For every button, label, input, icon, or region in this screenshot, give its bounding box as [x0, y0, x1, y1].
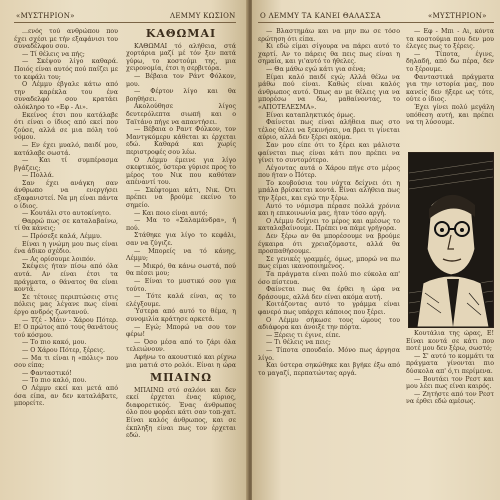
section-heading: ΜΠΑΙΝΩ [149, 372, 213, 384]
paragraph: — Φέρτον λίγο και θα βοηθήσει. [126, 88, 236, 103]
right-column-2-bottom [406, 330, 494, 490]
paragraph: — Τίποτα σπουδαίο. Μόνο πως άργησα λίγο. [258, 346, 400, 362]
paragraph: — Ας ορίσουμε λοιπόν. [22, 255, 96, 263]
right-header-rule [258, 22, 494, 23]
paragraph: — Πολλά. [22, 172, 54, 180]
paragraph: Ο Λέμμυ δείχνει το μέρος και αμέσως το καταλαβαίνουμε. Πρέπει να πάμε γρήγορα. [258, 217, 400, 233]
paragraph: Ο Λέμμυ έμεινε για λίγο σκεφτικός, ύστερα γύρισε προς το μέρος του Νικ που καθόταν απέναντί του. [126, 156, 236, 187]
paragraph: — Μα το «Σαλαμάνδρα», ή πού. [126, 217, 236, 232]
illustration-drawing [409, 153, 493, 327]
paragraph: Είναι καταπληκτικός όμως. [266, 111, 356, 119]
right-column-1 [258, 28, 400, 490]
paragraph: Σαν μου είπε ότι το ξέρει και μάλιστα φαίνεται πως είναι κάτι που πρέπει να γίνει το συντομότερο. [258, 141, 400, 165]
paragraph: ΚΑΘΩΜΑΙ τό αλήθεια, στά χορτάρια μαζί μέ τόν ξεν πατά γύρω, το κοστούμι της, μια χειρονομία, έτσι η σερβιτόρα. [126, 42, 236, 73]
paragraph: Λέγοντας αυτά ο Χάρου πήγε στο μέρος που ήταν ο Πότερ. [258, 164, 400, 180]
paragraph: Σε τέτοιες περιπτώσεις στις πόλεις μας λέγανε πως είναι έργο ανδρός ζωντανού. [14, 293, 118, 316]
paragraph: — Εν έχει μυαλό, παιδί μου, κατάλαβε σωστά. [14, 141, 118, 157]
paragraph: Στάθηκε για λίγο το κεφάλι, σαν να ζύγιζε. [126, 232, 236, 248]
paragraph: — Σκέψου λίγο καθαρά. Ποιός είναι αυτός πού παίζει με το κεφάλι του; [14, 58, 118, 81]
paragraph: Σαν έχει ανάγκη σαν άνθρωπο να ενεργήσει εξαφανιστεί. Να μη είναι πάντα ο ίδιος. [14, 179, 118, 210]
paragraph: Θαρρώ πως σε καταλαβαίνω, τί θα κάνεις; [14, 217, 118, 233]
paragraph: ΜΠΑΙΝΩ στό σαλόνι και δεν εκεί έρχεται ένας κύριος, διαφορετικός. Ένας άνθρωπος όλο που φοράει κάτι σαν τοπ-χατ. Είναι καλός άνθρωπος, και σε έκπληξη είναι πως τον έρχεται εδώ. [126, 386, 236, 440]
paragraph: Κοιτάζοντας αυτό το γράμμα είναι φανερό πως υπάρχει κάποιος που ξέρει. [258, 301, 400, 316]
paragraph: Φαίνεται πως θα έρθει η ώρα να δράσουμε, αλλά δεν είναι ακόμα αυτή. [258, 286, 400, 301]
paragraph: — Είναι το μυστικό σου για τούτο. [126, 278, 236, 293]
paragraph: Αυτό το νόμισμα πέρασε πολλά χρόνια και η επικοινωνία μας, ήταν τόσο αργή. [258, 202, 400, 218]
paragraph: — Όσο μέσα από το ζάρι όλα τελειώνουν. [126, 338, 236, 354]
paragraph: ...ενός τού ανθρώπου που έχει σχέσι με τήν εξαφάνισι του συναδέλφου σου. [14, 28, 118, 51]
left-column-2-bottom [126, 372, 236, 492]
paragraph: Αφήνω το ακουστικό και ρίχνω μια ματιά στο ρολόι. Είναι η ώρα [126, 353, 236, 368]
left-header-rule [14, 22, 236, 23]
paragraph: Ύστερα από αυτό το θέμα, η συνομιλία κράτησε αρκετά. [126, 308, 236, 323]
paragraph: — Και τί συμπέρασμα βγάζεις; [14, 157, 118, 172]
paragraph: — Κουτάλι στο αυτοκίνητο. [22, 210, 112, 218]
paragraph: — Τι θέλεις να πεις; [266, 339, 331, 347]
left-header-author: ΛΕΜΜΥ ΚΩΣΙΟΝ [170, 12, 236, 20]
paragraph: — Μα τι είναι η «πόλις» που σου είπα; [14, 354, 118, 370]
paragraph: Σκέψεις ήταν πίσω από όλα αυτά. Αν είναι έτσι τα πράγματα, ο θάνατος θα είναι κοντά. [14, 263, 118, 294]
paragraph: — Ο Χάρου Πότερ, ξέρεις. [22, 346, 105, 354]
right-column-2-top [406, 28, 494, 148]
paragraph: — Εφ - Μπι - Αι, κόντα τα κοστούμια που δεν μου έλεγες πως το ξέρεις. [406, 28, 494, 51]
paragraph: — Το πιο καλό, που. [22, 377, 87, 385]
paragraph: Ακολούθησε λίγος δευτερόλεπτα σιωπή και ο Ταϊτάνο πήγε να απαντήσει. [126, 103, 236, 126]
left-page [0, 0, 248, 500]
paragraph: — Φανταστικό! [22, 369, 72, 377]
paragraph: Είναι η γνώμη μου πως είναι ένα άδικο σχέδιο. [14, 240, 118, 256]
paragraph: Ο Λέμμυ σήκωσε τους ώμους του αδιάφορα και άνοιξε την πόρτα. [258, 316, 400, 332]
paragraph: — Το πιο κακό, μου. [22, 339, 87, 347]
paragraph: Φανταστικά πράγματα για την ιστορία μας, που κανείς δεν ήξερε ως τότε, ούτε ο ίδιος. [406, 73, 494, 104]
left-column-2 [126, 28, 236, 368]
paragraph: — Μικρό, θα κάνω σωστά, πού θα πέσει μου; [126, 262, 236, 278]
paragraph: Δεν ξέρω αν θα μπορέσουμε να βρούμε έγκαιρα ότι χρειαζόμαστε, αλλά θα προσπαθήσουμε. [258, 233, 400, 256]
paragraph: Το κουβούσια του νύχτα δείχνει ότι η μπάλα βρίσκεται κοντά. Είναι αλήθεια πως την ξέρει, και εγώ την ξέρω. [258, 179, 400, 203]
section-heading: ΚΑΘΩΜΑΙ [145, 28, 217, 40]
paragraph: Ο Λέμμυ έβγαλε κάτω από την καρέκλα του ένα συναδελφό σου κρατάει ολόκληρο το «Εφ - Αι». [14, 81, 118, 111]
paragraph: — Σκέφτομαι κάτι, Νικ. Ότι πρέπει να βρούμε εκείνο το σημείο. [126, 186, 236, 210]
paragraph: Έχει γίνει πολύ μεγάλη υπόθεση αυτή, και πρέπει να τη λύσουμε. [406, 103, 494, 127]
paragraph: Φαίνεται πως είναι αλήθεια πως στο τέλος θέλει να ξεκινήσει, να βρει τι γίνεται αύριο, αλλά δεν ξέρει ακόμα. [258, 119, 400, 142]
paragraph: — Βλαστημάω και να μην πω σε τόσο ερώτηση ότι είπα. [258, 28, 400, 43]
paragraph: — Τζέ - Μάιν - Χάρου Πότερ. Ε! Ο πρώτος από τους θανάτους τού κόσμου. [14, 316, 118, 339]
paragraph: — Τίποτα, έγινε, δηλαδή, από δω πέρα, δεν το ξέρουμε. [406, 50, 494, 73]
paragraph: — Τότε καλά είναι, ας το ελέγξουμε. [126, 293, 236, 308]
paragraph: — Μπορείς να τό κάνης, Λέμμυ; [126, 247, 236, 263]
paragraph: Ο Λέμμυ εκεί και μετά από όσα είπα, αν δεν καταλάβατε, μπορείτε. [14, 384, 118, 408]
paragraph: Είμαι καλό παιδί εγώ; Αλλά θέλω να μάθω πού είναι. Καθώς είναι καλός άνθρωπος αυτό. Όπως αν με θέλεις για να μπορέσω να δω, μαθαίνοντας, το «ΑΠΟΤΕΛΕΣΜΑ». [258, 73, 400, 111]
paragraph: — Θα μάθω εγώ κάτι για σένα; [266, 65, 366, 73]
paragraph: Σε γενικές γραμμές, όμως, μπορώ να πω πως είμαι ικανοποιημένος. [258, 255, 400, 271]
paragraph: Κουτάλια της ώρας, Ε! Είναι κοντά σε κάτι που ποτέ μου δεν ξέρω, σωστό; [406, 330, 494, 353]
right-header-title: Ο ΛΕΜΜΥ ΤΑ ΚΑΝΕΙ ΘΑΛΑΣΣΑ [260, 12, 381, 20]
paragraph: — Εγώ; Μπορώ να σου τον φέρω! [126, 323, 236, 339]
left-header-title: «ΜΥΣΤΗΡΙΟΝ» [16, 12, 75, 20]
paragraph: — Βέβαια τον Ράντ Φόλκον, μου. [126, 72, 236, 88]
right-header-series: «ΜΥΣΤΗΡΙΟΝ» [428, 12, 487, 20]
paragraph: — Και ποιο είναι αυτό; [134, 209, 208, 217]
paragraph: Και ύστερα σηκώθηκε και βγήκε έξω από το μαγαζί, περπατώντας αργά. [258, 362, 400, 377]
left-column-1 [14, 28, 118, 488]
paragraph: Εκείνος έτσι που κατάλαβε ότι είναι ο ίδιος από εκεί που ζούσε, αλλά σε μια πόλη τού νόμου. [14, 111, 118, 142]
paragraph: Κι εδώ είμαι σίγουρα να πάρει αυτό το χαρτί. Αν το πάρεις θα πεις πως είναι η σημαία, και γι'αυτό το ήθελες. [258, 43, 400, 66]
paragraph: — Σ' αυτό το κομμάτι τα πράγματα γίνονται πιο δύσκολα απ' ό,τι περίμενα. [406, 352, 494, 375]
paragraph: — Τί θέλεις να πής; [22, 50, 85, 58]
illustration-man-with-glasses [408, 152, 494, 328]
paragraph: — Βέβαια ο Ραντ Φόλκον, τον Μαντγκόμερυ κάθεται κι έρχεται εδώ. Καθαρά και χωρίς περιστροφές σου λέω. [126, 126, 236, 156]
paragraph: — Πρόσεξε καλά, Λέμμυ. [22, 233, 102, 241]
paragraph: Τα πράγματα είναι πολύ πιο εύκολα απ' όσο πίστευα. [258, 271, 400, 286]
paragraph: — Ζητήστε από τον Ρεστ να έρθει εδώ αμέσως. [406, 390, 494, 406]
paragraph: — Βουτάει τον Ρεστ και μου λέει πως είναι καιρός. [406, 375, 494, 391]
paragraph: — Ξέρεις τι έγινε, είπε. [266, 331, 341, 339]
